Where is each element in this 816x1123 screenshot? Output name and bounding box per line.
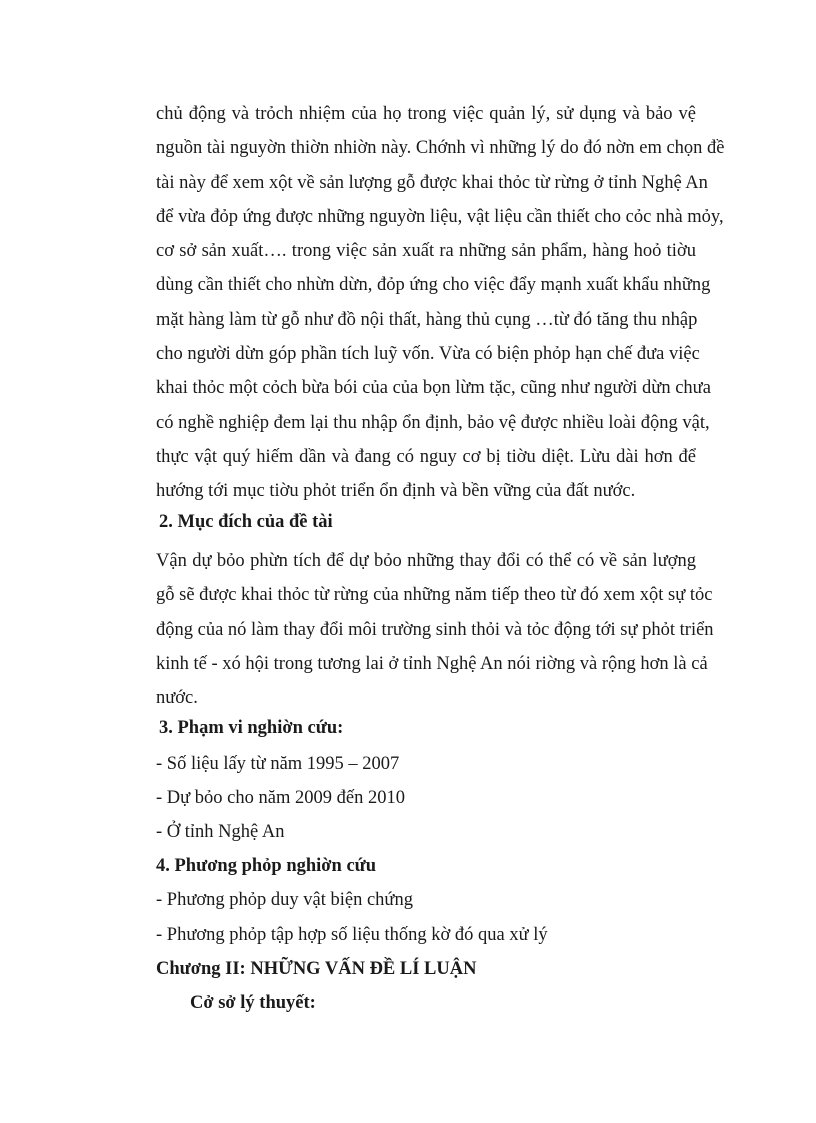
text-line: nguồn tài nguyờn thiờn nhiờn này. Chớnh vì những lý do đó nờn em chọn đề	[156, 138, 725, 159]
chapter-heading: Chương II: NHỮNG VẤN ĐỀ LÍ LUẬN	[156, 959, 477, 979]
text-line: cơ sở sản xuất…. trong việc sản xuất ra những sản phẩm, hàng hoỏ tiờu	[156, 241, 696, 262]
text-line: có nghề nghiệp đem lại thu nhập ổn định, bảo vệ được nhiều loài động vật,	[156, 412, 710, 433]
text-line: để vừa đỏp ứng được những nguyờn liệu, vật liệu cần thiết cho cỏc nhà mỏy,	[156, 206, 724, 227]
text-line: khai thỏc một cỏch bừa bói của của bọn lừm tặc, cũng như người dừn chưa	[156, 378, 711, 399]
text-line: kinh tế - xó hội trong tương lai ở tỉnh Nghệ An nói riờng và rộng hơn là cả	[156, 653, 708, 674]
text-line: chủ động và trỏch nhiệm của họ trong việc quản lý, sử dụng và bảo vệ	[156, 104, 696, 124]
section-3-heading: 3. Phạm vi nghiờn cứu:	[159, 718, 344, 738]
text-line: hướng tới mục tiờu phỏt triển ổn định và bền vững của đất nước.	[156, 481, 636, 502]
text-line: mặt hàng làm từ gỗ như đồ nội thất, hàng thủ cụng …từ đó tăng thu nhập	[156, 309, 698, 330]
text-line: cho người dừn góp phần tích luỹ vốn. Vừa có biện phỏp hạn chế đưa việc	[156, 344, 700, 365]
section-4-heading: 4. Phương phỏp nghiờn cứu	[156, 856, 377, 876]
text-line: tài này để xem xột về sản lượng gỗ được khai thỏc từ rừng ở tỉnh Nghệ An	[156, 172, 708, 193]
intro-paragraph	[156, 97, 725, 509]
list-item: - Số liệu lấy từ năm 1995 – 2007	[156, 754, 400, 774]
list-item: - Phương phỏp duy vật biện chứng	[156, 890, 413, 910]
text-line: động của nó làm thay đổi môi trường sinh thỏi và tỏc động tới sự phỏt triển	[156, 619, 714, 640]
text-line: Vận dự bỏo phừn tích để dự bỏo những thay đổi có thể có về sản lượng	[156, 551, 696, 571]
text-line: thực vật quý hiếm dần và đang có nguy cơ bị tiờu diệt. Lừu dài hơn để	[156, 446, 696, 467]
chapter-subheading: Cở sở lý thuyết:	[190, 993, 316, 1013]
section-2-heading: 2. Mục đích của đề tài	[159, 512, 333, 532]
list-item: - Ở tỉnh Nghệ An	[156, 822, 285, 842]
text-line: dùng cần thiết cho nhừn dừn, đỏp ứng cho việc đẩy mạnh xuất khẩu những	[156, 275, 711, 296]
text-line: gỗ sẽ được khai thỏc từ rừng của những năm tiếp theo từ đó xem xột sự tỏc	[156, 585, 713, 606]
section-2-paragraph	[156, 544, 714, 715]
list-item: - Phương phỏp tập hợp số liệu thống kờ đó qua xử lý	[156, 925, 548, 945]
text-line: nước.	[156, 688, 198, 709]
list-item: - Dự bỏo cho năm 2009 đến 2010	[156, 788, 405, 808]
